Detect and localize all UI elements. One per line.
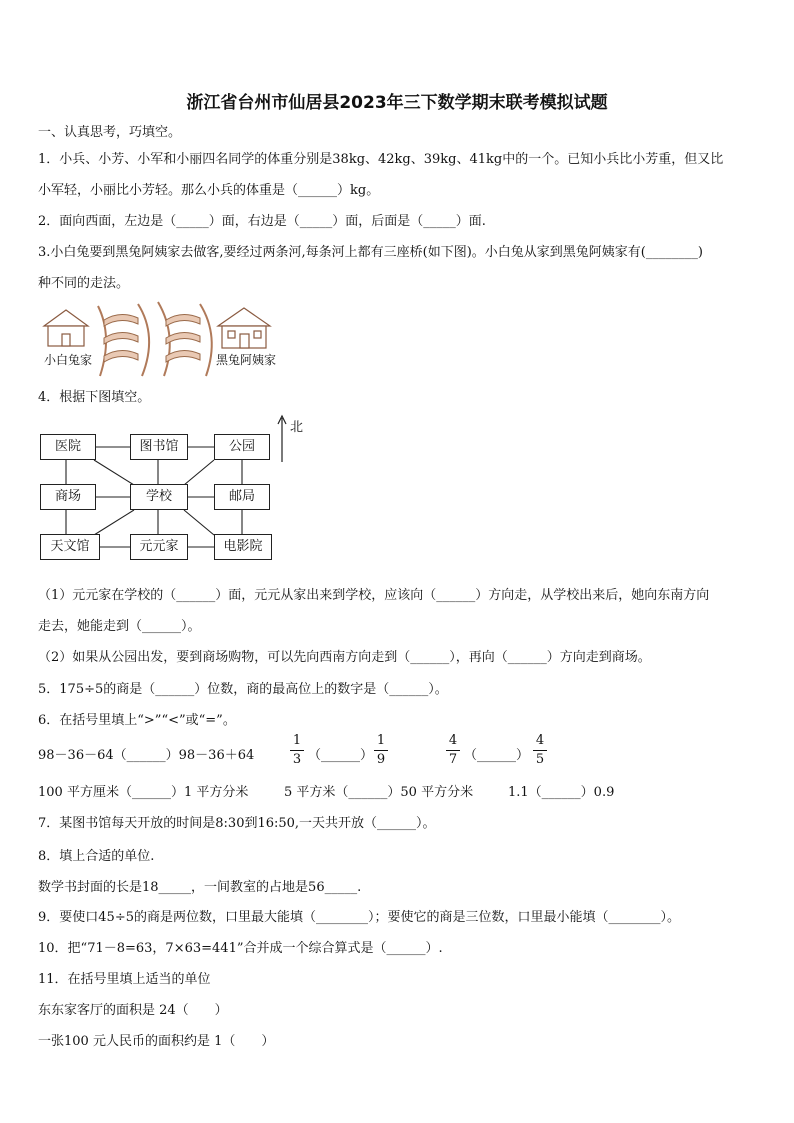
label-aunt-home: 黑兔阿姨家 [216,353,277,367]
question-10: 10．把“71－8=63，7×63=441”合并成一个综合算式是（______）. [38,941,443,956]
map-post-office: 邮局 [214,484,270,510]
question-4-part-1-line-2: 走去，她能走到（______）。 [38,619,201,634]
question-11-line-2: 一张100 元人民币的面积约是 1（ ） [38,1034,275,1049]
comparison-area-1: 100 平方厘米（______）1 平方分米 [38,785,249,800]
label-rabbit-home: 小白兔家 [44,353,93,367]
question-4-part-1-line-1: （1）元元家在学校的（______）面，元元从家出来到学校，应该向（______）方向走，从学校出来后，她向东南方向 [38,588,710,603]
fraction-four-fifths: 4 5 [533,733,547,768]
question-9: 9．要使口45÷5的商是两位数，口里最大能填（________）；要使它的商是三位数，口里最小能填（________）。 [38,910,680,925]
north-label: 北 [290,420,304,435]
question-1-line-2: 小军轻，小丽比小芳轻。那么小兵的体重是（______）kg。 [38,183,380,198]
question-8-heading: 8．填上合适的单位. [38,849,155,864]
section-heading: 一、认真思考，巧填空。 [38,125,182,140]
map-mall: 商场 [40,484,96,510]
map-library: 图书馆 [130,434,188,460]
page-title: 浙江省台州市仙居县2023年三下数学期末联考模拟试题 [186,93,608,113]
fraction-one-third: 1 3 [290,733,304,768]
blank-fraction-2: （______） [464,748,530,763]
comparison-1: 98－36－64（______）98－36＋64 [38,748,255,763]
blank-fraction-1: （______） [308,748,374,763]
question-6-heading: 6．在括号里填上“>”“<”或“=”。 [38,713,236,728]
fraction-four-sevenths: 4 7 [446,733,460,768]
map-hospital: 医院 [40,434,96,460]
map-cinema: 电影院 [214,534,272,560]
question-2: 2．面向西面，左边是（_____）面，右边是（_____）面，后面是（_____）面. [38,214,486,229]
question-4-heading: 4．根据下图填空。 [38,390,151,405]
map-park: 公园 [214,434,270,460]
map-school: 学校 [130,484,188,510]
question-11-line-1: 东东家客厅的面积是 24（ ） [38,1003,228,1018]
question-3-line-2: 种不同的走法。 [38,276,130,291]
comparison-area-2: 5 平方米（______）50 平方分米 [284,785,474,800]
question-8-body: 数学书封面的长是18_____，一间教室的占地是56_____. [38,880,362,895]
map-observatory: 天文馆 [40,534,100,560]
question-3-line-1: 3.小白兔要到黑兔阿姨家去做客,要经过两条河,每条河上都有三座桥(如下图)。小白兔从家到黑兔阿姨家有(________) [38,245,703,260]
question-1-line-1: 1．小兵、小芳、小军和小丽四名同学的体重分别是38kg、42kg、39kg、41kg中的一个。已知小兵比小芳重，但又比 [38,152,724,167]
fraction-one-ninth: 1 9 [374,733,388,768]
question-11-heading: 11．在括号里填上适当的单位 [38,972,211,987]
map-yuanyuan-home: 元元家 [130,534,188,560]
question-7: 7．某图书馆每天开放的时间是8:30到16:50,一天共开放（______）。 [38,816,436,831]
comparison-decimal: 1.1（______）0.9 [508,785,615,800]
question-4-part-2: （2）如果从公园出发，要到商场购物，可以先向西南方向走到（______），再向（______）方向走到商场。 [38,650,651,665]
question-5: 5．175÷5的商是（______）位数，商的最高位上的数字是（______）。 [38,682,448,697]
